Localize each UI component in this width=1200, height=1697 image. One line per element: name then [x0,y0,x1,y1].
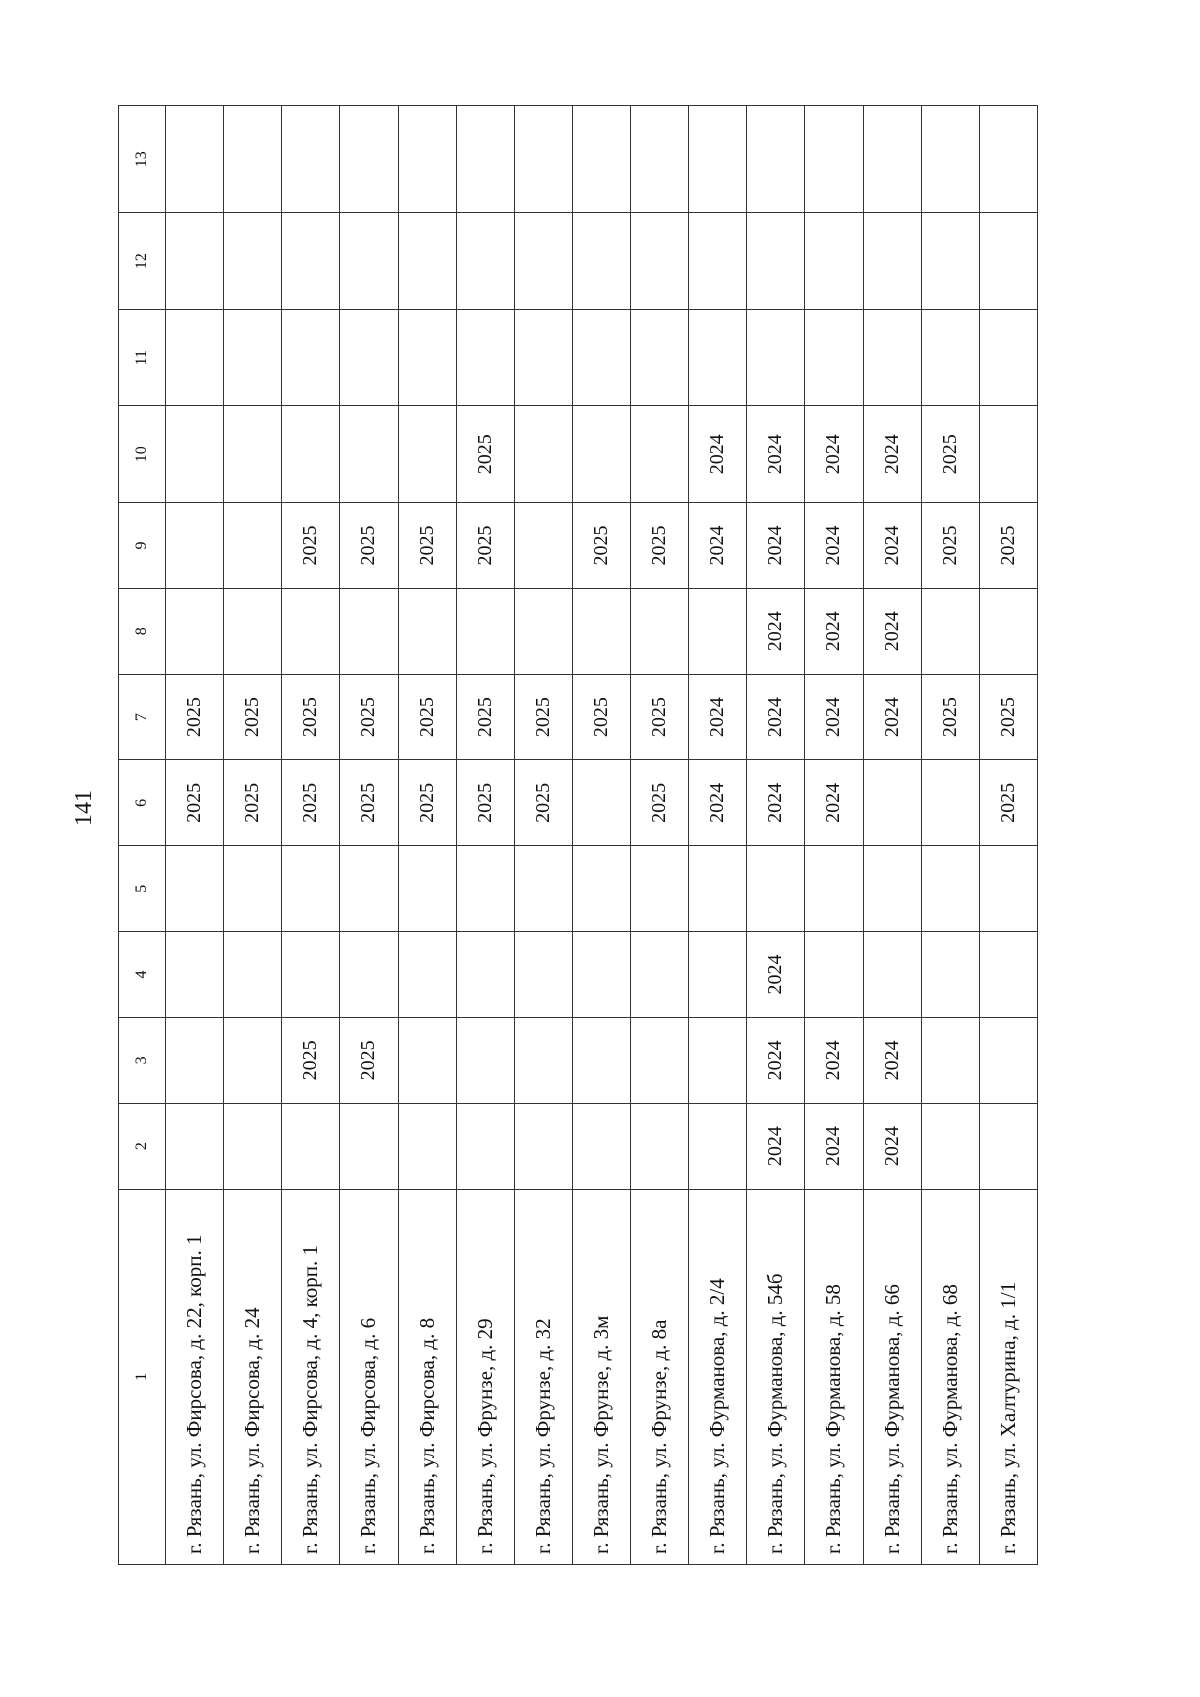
year-cell: 2024 [863,1103,921,1189]
column-header: 1 [119,1189,166,1564]
year-cell [631,309,689,406]
column-header: 12 [119,213,166,310]
year-cell [340,1103,398,1189]
column-header: 5 [119,846,166,932]
year-cell [398,309,456,406]
year-cell: 2024 [689,503,747,589]
year-cell [572,309,630,406]
year-cell [282,588,340,674]
year-cell [805,932,863,1018]
column-header: 13 [119,106,166,213]
year-cell: 2025 [398,674,456,760]
year-cell: 2024 [863,1017,921,1103]
year-cell: 2024 [805,674,863,760]
year-cell [224,932,282,1018]
table-row [282,106,340,1565]
year-cell [921,932,979,1018]
year-cell [631,106,689,213]
year-cell [224,588,282,674]
address-cell: г. Рязань, ул. Фурманова, д. 2/4 [689,1189,747,1564]
year-cell: 2024 [805,1017,863,1103]
rotated-table-container [118,105,1038,1565]
year-cell [514,406,572,503]
year-cell [979,1017,1037,1103]
year-cell [921,1103,979,1189]
year-cell [224,309,282,406]
address-cell: г. Рязань, ул. Фрунзе, д. 3м [572,1189,630,1564]
year-cell [340,846,398,932]
year-cell: 2025 [224,674,282,760]
year-cell [572,932,630,1018]
address-cell: г. Рязань, ул. Фирсова, д. 8 [398,1189,456,1564]
year-cell: 2024 [805,1103,863,1189]
column-header: 4 [119,932,166,1018]
year-cell [282,932,340,1018]
year-cell [282,106,340,213]
year-cell [398,1017,456,1103]
year-cell: 2024 [747,1017,805,1103]
year-cell [340,309,398,406]
year-cell [631,588,689,674]
year-cell [166,1103,224,1189]
year-cell: 2024 [747,588,805,674]
year-cell [166,309,224,406]
year-cell [863,760,921,846]
table-row [572,106,630,1565]
year-cell [689,1103,747,1189]
year-cell: 2025 [979,674,1037,760]
year-cell: 2024 [747,674,805,760]
table-row [224,106,282,1565]
year-cell: 2024 [863,503,921,589]
year-cell [921,760,979,846]
year-cell [340,213,398,310]
table-row [689,106,747,1565]
year-cell [921,588,979,674]
address-cell: г. Рязань, ул. Фурманова, д. 68 [921,1189,979,1564]
year-cell [456,106,514,213]
year-cell [631,1017,689,1103]
year-cell: 2025 [456,674,514,760]
year-cell: 2024 [805,588,863,674]
year-cell [224,503,282,589]
year-cell [689,309,747,406]
year-cell [747,106,805,213]
year-cell: 2024 [863,588,921,674]
year-cell: 2025 [572,503,630,589]
year-cell: 2025 [979,760,1037,846]
year-cell [282,213,340,310]
address-cell: г. Рязань, ул. Фурманова, д. 54б [747,1189,805,1564]
address-cell: г. Рязань, ул. Фрунзе, д. 29 [456,1189,514,1564]
year-cell [921,213,979,310]
year-cell: 2025 [224,760,282,846]
year-cell [514,588,572,674]
year-cell: 2025 [340,503,398,589]
year-cell [282,1103,340,1189]
year-cell [572,1017,630,1103]
year-cell [514,309,572,406]
year-cell [398,588,456,674]
year-cell [631,932,689,1018]
table-row [747,106,805,1565]
year-cell [747,309,805,406]
table-row [398,106,456,1565]
year-cell [631,406,689,503]
year-cell [689,106,747,213]
column-header: 2 [119,1103,166,1189]
year-cell [514,932,572,1018]
year-cell [224,846,282,932]
year-cell [398,846,456,932]
year-cell: 2025 [166,760,224,846]
year-cell: 2024 [805,503,863,589]
year-cell [689,588,747,674]
year-cell: 2025 [921,406,979,503]
year-cell: 2025 [398,503,456,589]
year-cell: 2025 [979,503,1037,589]
column-header: 10 [119,406,166,503]
year-cell: 2025 [572,674,630,760]
year-cell: 2024 [805,760,863,846]
year-cell [979,588,1037,674]
year-cell [166,1017,224,1103]
year-cell: 2024 [805,406,863,503]
year-cell [514,1103,572,1189]
year-cell [863,309,921,406]
year-cell [456,932,514,1018]
year-cell [398,1103,456,1189]
year-cell [863,846,921,932]
year-cell [631,846,689,932]
year-cell [689,846,747,932]
column-header: 3 [119,1017,166,1103]
year-cell: 2024 [689,674,747,760]
year-cell: 2024 [689,760,747,846]
year-cell [166,406,224,503]
year-cell: 2025 [456,406,514,503]
year-cell [747,846,805,932]
year-cell [979,932,1037,1018]
year-cell [340,106,398,213]
year-cell [689,213,747,310]
table-row [456,106,514,1565]
year-cell [747,213,805,310]
year-cell [572,213,630,310]
column-header: 11 [119,309,166,406]
year-cell [456,588,514,674]
year-cell [514,106,572,213]
year-cell [572,106,630,213]
year-cell [572,588,630,674]
year-cell: 2024 [747,932,805,1018]
column-header: 8 [119,588,166,674]
year-cell [979,213,1037,310]
year-cell [282,846,340,932]
year-cell: 2024 [689,406,747,503]
year-cell [166,588,224,674]
year-cell: 2025 [514,674,572,760]
table-row [921,106,979,1565]
year-cell [805,213,863,310]
year-cell [224,1103,282,1189]
year-cell: 2024 [747,760,805,846]
year-cell [863,213,921,310]
column-header: 6 [119,760,166,846]
year-cell [166,846,224,932]
year-cell [166,503,224,589]
address-cell: г. Рязань, ул. Фирсова, д. 22, корп. 1 [166,1189,224,1564]
year-cell [979,309,1037,406]
year-cell: 2024 [747,503,805,589]
year-cell: 2025 [282,1017,340,1103]
year-cell [282,406,340,503]
year-cell [572,846,630,932]
column-header: 7 [119,674,166,760]
year-cell: 2025 [631,674,689,760]
table-row [514,106,572,1565]
year-cell: 2025 [282,674,340,760]
year-cell [921,106,979,213]
year-cell: 2024 [863,674,921,760]
year-cell [340,406,398,503]
page-number: 141 [71,790,97,826]
year-cell [863,932,921,1018]
year-cell: 2025 [921,503,979,589]
year-cell [398,406,456,503]
address-cell: г. Рязань, ул. Фирсова, д. 6 [340,1189,398,1564]
year-cell [166,106,224,213]
year-cell: 2025 [631,503,689,589]
year-cell [224,106,282,213]
year-cell [631,213,689,310]
year-cell [979,406,1037,503]
table-row [340,106,398,1565]
year-cell [224,1017,282,1103]
year-cell: 2025 [921,674,979,760]
year-cell: 2025 [631,760,689,846]
table-row [863,106,921,1565]
year-cell [456,1017,514,1103]
year-cell [979,1103,1037,1189]
year-cell [979,106,1037,213]
address-cell: г. Рязань, ул. Фурманова, д. 66 [863,1189,921,1564]
year-cell: 2025 [340,1017,398,1103]
table-row [805,106,863,1565]
year-cell [631,1103,689,1189]
year-cell: 2024 [863,406,921,503]
year-cell [921,846,979,932]
year-cell: 2025 [398,760,456,846]
year-cell [572,1103,630,1189]
table-row [979,106,1037,1565]
year-cell [805,846,863,932]
year-cell [456,309,514,406]
address-cell: г. Рязань, ул. Фирсова, д. 24 [224,1189,282,1564]
year-cell [921,309,979,406]
year-cell [514,846,572,932]
year-cell: 2025 [282,503,340,589]
column-header: 9 [119,503,166,589]
year-cell [514,503,572,589]
year-cell [805,309,863,406]
year-cell [689,1017,747,1103]
year-cell [921,1017,979,1103]
year-cell [863,106,921,213]
address-cell: г. Рязань, ул. Халтурина, д. 1/1 [979,1189,1037,1564]
year-cell: 2025 [456,503,514,589]
year-cell [398,213,456,310]
year-cell: 2025 [456,760,514,846]
year-cell [340,932,398,1018]
address-cell: г. Рязань, ул. Фрунзе, д. 32 [514,1189,572,1564]
address-cell: г. Рязань, ул. Фрунзе, д. 8а [631,1189,689,1564]
year-cell [398,932,456,1018]
table-row [631,106,689,1565]
schedule-table [118,105,1038,1565]
year-cell [514,213,572,310]
year-cell: 2025 [340,674,398,760]
header-row [119,106,166,1565]
address-cell: г. Рязань, ул. Фурманова, д. 58 [805,1189,863,1564]
year-cell [398,106,456,213]
year-cell: 2025 [282,760,340,846]
year-cell [224,406,282,503]
year-cell [689,932,747,1018]
year-cell: 2025 [514,760,572,846]
year-cell [572,760,630,846]
year-cell [166,932,224,1018]
year-cell [514,1017,572,1103]
year-cell [805,106,863,213]
year-cell [456,213,514,310]
year-cell [166,213,224,310]
year-cell: 2024 [747,406,805,503]
year-cell: 2024 [747,1103,805,1189]
year-cell [282,309,340,406]
year-cell [572,406,630,503]
table-row [166,106,224,1565]
year-cell [456,1103,514,1189]
year-cell [979,846,1037,932]
address-cell: г. Рязань, ул. Фирсова, д. 4, корп. 1 [282,1189,340,1564]
year-cell: 2025 [340,760,398,846]
year-cell [340,588,398,674]
year-cell: 2025 [166,674,224,760]
year-cell [224,213,282,310]
year-cell [456,846,514,932]
